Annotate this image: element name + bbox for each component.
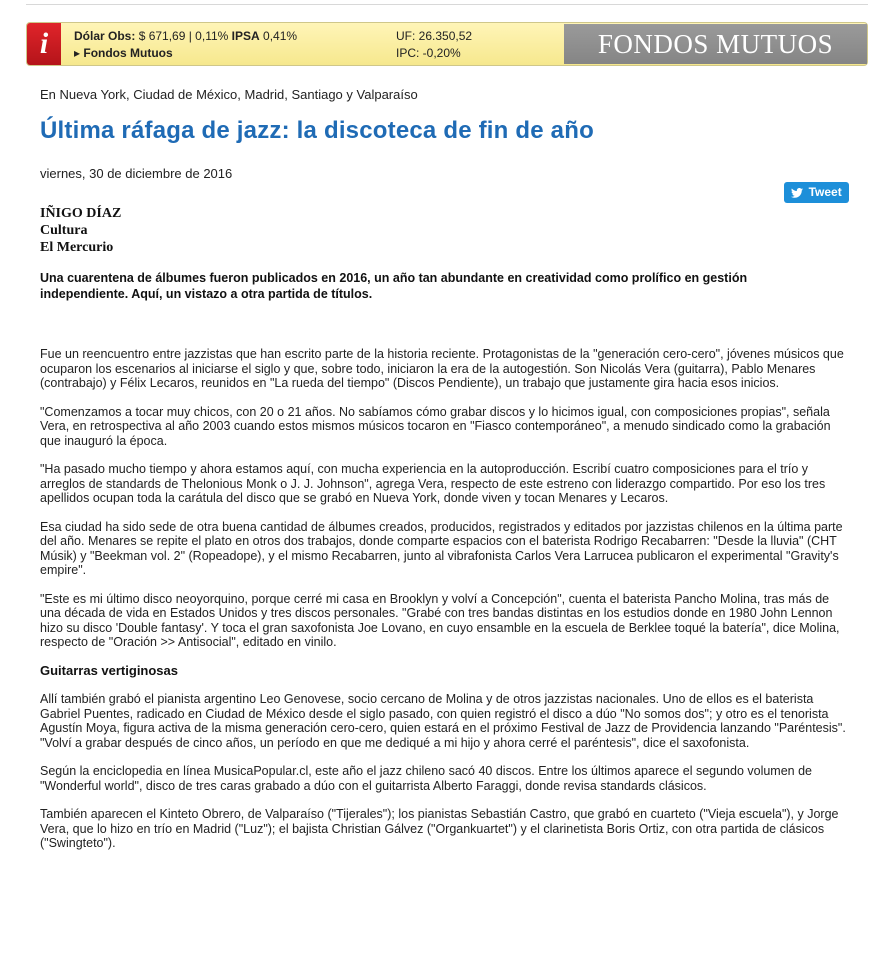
top-divider: [26, 4, 868, 5]
body-paragraph: También aparecen el Kinteto Obrero, de Valparaíso ("Tijerales"); los pianistas Sebastián Castro, que grabó en cuarteto ("Vieja escuela"), y Jorge Vera, que lo hizo en trío en Madrid ("Luz"); el bajista Christian Gálvez ("Organkuartet") y el clarinetista Boris Ortiz, con otra partida de clásicos ("Swingteto").: [40, 807, 839, 850]
dolar-label: Dólar Obs:: [74, 29, 136, 43]
article-subheading: Guitarras vertiginosas: [40, 662, 178, 678]
ticker-dolar-ipsa: [74, 29, 297, 43]
article-body: [40, 347, 852, 865]
tweet-button[interactable]: [784, 182, 849, 203]
article-location: En Nueva York, Ciudad de México, Madrid, Santiago y Valparaíso: [40, 87, 418, 102]
body-paragraph: Fue un reencuentro entre jazzistas que han escrito parte de la historia reciente. Protagonistas de la "generación cero-cero", jóvenes músicos que ocuparon los escenarios al iniciarse el siglo y que, sobre todo, iniciaron la era de la autogestión. Son Nicolás Vera (guitarra), Pablo Menares (contrabajo) y Félix Lecaros, reunidos en "La rueda del tiempo" (Discos Pendiente), un trabajo que justamente gira hacia esos inicios.: [40, 347, 844, 390]
twitter-bird-icon: [791, 188, 803, 198]
body-paragraph: "Comenzamos a tocar muy chicos, con 20 o 21 años. No sabíamos cómo grabar discos y lo hicimos igual, con composiciones propias", señala Vera, en retrospectiva al año 2003 cuando estos mismos músicos tocaron en "Fiasco contemporáneo", a menudo sindicado como la grabación que inauguró la época.: [40, 404, 831, 448]
article-title: Última ráfaga de jazz: la discoteca de fin de año: [40, 117, 594, 144]
byline: [40, 205, 121, 256]
body-paragraph: "Este es mi último disco neoyorquino, porque cerré mi casa en Brooklyn y volví a Concepción", cuenta el baterista Pancho Molina, tras más de una década de vida en Estados Unidos y tres discos personales. "Grabé con tres bandas distintas en los estudios donde en 1980 John Lennon hizo su disco 'Double fantasy'. Y toca el gran saxofonista Joe Lovano, en cuyo ensamble en la escuela de Berklee toqué la batería", dice Molina, respecto de "Oración >> Antisocial", editado en vinilo.: [40, 591, 840, 649]
uf-value: UF: 26.350,52: [396, 29, 473, 43]
article-outlet: El Mercurio: [40, 240, 114, 255]
ipsa-value: 0,41%: [263, 29, 298, 43]
section-banner: FONDOS MUTUOS: [564, 24, 867, 64]
tweet-label: Tweet: [808, 185, 842, 199]
article-section: Cultura: [40, 223, 88, 238]
body-paragraph: Esa ciudad ha sido sede de otra buena cantidad de álbumes creados, producidos, registrados y editados por jazzistas chilenos en la última parte del año. Menares se repite el plato en otros dos trabajos, donde comparte espacios con el baterista Rodrigo Recabarren: "Desde la lluvia" (CHT Músik) y "Beekman vol. 2" (Ropeadope), y el mismo Recabarren, junto al vibrafonista Carlos Vera Larrucea publicaron el experimental "Gravity's empire".: [40, 519, 843, 577]
article-lead: Una cuarentena de álbumes fueron publicados en 2016, un año tan abundante en creatividad como prolífico en gestión independiente. Aquí, un vistazo a otra partida de títulos.: [40, 271, 748, 301]
article-date: viernes, 30 de diciembre de 2016: [40, 166, 233, 181]
body-paragraph: Allí también grabó el pianista argentino Leo Genovese, socio cercano de Molina y de otros jazzistas nacionales. Uno de ellos es el baterista Gabriel Puentes, radicado en Ciudad de México desde el siglo pasado, con quien registró el disco a dúo "No somos dos"; y otro es el tenorista Agustín Moya, figura activa de la misma generación cero-cero, quien estará en el próximo Festival de Jazz de Providencia lanzando "Paréntesis". "Volví a grabar después de cinco años, un período en que me dediqué a mi hijo y ahora cerré el paréntesis", dice el saxofonista.: [40, 692, 846, 750]
body-paragraph: Según la enciclopedia en línea MusicaPopular.cl, este año el jazz chileno sacó 40 discos. Entre los últimos aparece el segundo volumen de "Wonderful world", disco de tres caras grabado a dúo con el guitarrista Alberto Faraggi, donde revisa standards clásicos.: [40, 764, 812, 793]
fondos-mutuos-link[interactable]: ▸ Fondos Mutuos: [74, 46, 173, 60]
dolar-value: $ 671,69 | 0,11%: [138, 29, 229, 43]
body-paragraph: "Ha pasado mucho tiempo y ahora estamos aquí, con mucha experiencia en la autoproducción. Escribí cuatro composiciones para el trío y arreglos de standards de Thelonious Monk o J. J. Johnson", agrega Vera, respecto de este estreno con liderazgo compartido. Por eso los tres apellidos ocupan toda la carátula del disco que se grabó en Nueva York, donde viven y tocan Menares y Lecaros.: [40, 462, 826, 505]
ipc-value: IPC: -0,20%: [396, 46, 461, 60]
info-icon: i: [27, 23, 61, 65]
ipsa-label: IPSA: [231, 29, 260, 43]
author-name: IÑIGO DÍAZ: [40, 206, 122, 221]
